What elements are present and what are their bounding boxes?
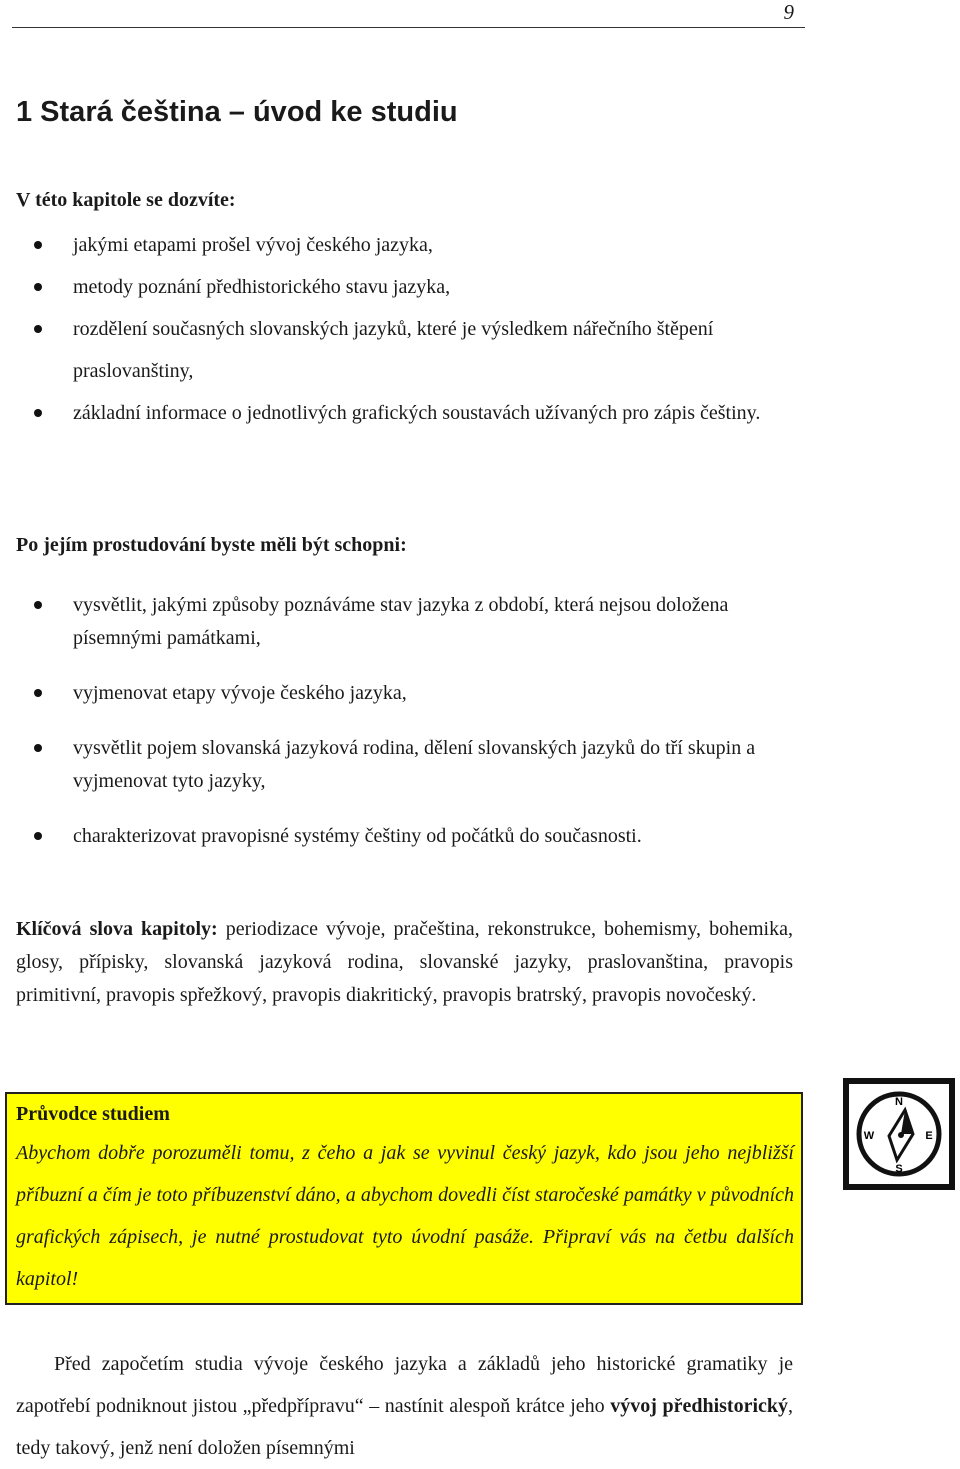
bullet-icon xyxy=(34,241,42,249)
header-rule xyxy=(12,27,805,28)
compass-west-label: W xyxy=(863,1130,875,1142)
list-item xyxy=(0,392,800,434)
keywords-text: periodizace vývoje, pračeština, rekonstrukce, bohemismy, bohemika, glosy, přípisky, slovanská jazyková rodina, slovanské jazyky, praslovanština, pravopis primitivní, pravopis spřežkový, pravopis diakritický, pravopis bratrský, pravopis novočeský. xyxy=(16,918,793,1006)
bullet-icon xyxy=(34,409,42,417)
skills-list xyxy=(0,589,800,875)
bullet-icon xyxy=(34,325,42,333)
compass-graphic xyxy=(849,1084,949,1184)
study-guide-box xyxy=(5,1092,803,1305)
keywords-label: Klíčová slova kapitoly: xyxy=(16,918,218,940)
compass-north-label: N xyxy=(895,1096,903,1108)
list-item-text: metody poznání předhistorického stavu jazyka, xyxy=(73,276,451,298)
list-item xyxy=(0,589,800,655)
study-guide-text: Abychom dobře porozuměli tomu, z čeho a jak se vyvinul český jazyk, kdo jsou jeho nejbližší příbuzní a čím je toto příbuzenství dáno, a abychom dovedli číst staročeské památky v původních grafických zápisech, je nutné prostudovat tyto úvodní pasáže. Připraví vás na četbu dalších kapitol! xyxy=(16,1142,794,1290)
list-item xyxy=(0,224,800,266)
list-item xyxy=(0,732,800,798)
study-guide-title: Průvodce studiem xyxy=(16,1103,170,1125)
keywords-paragraph xyxy=(16,913,793,1012)
list-item xyxy=(0,820,800,853)
chapter-title: 1 Stará čeština – úvod ke studiu xyxy=(16,96,458,128)
list-item-text: vysvětlit pojem slovanská jazyková rodina, dělení slovanských jazyků do tří skupin a vyjmenovat tyto jazyky, xyxy=(73,737,756,792)
bullet-icon xyxy=(34,601,42,609)
page-number: 9 xyxy=(783,0,794,24)
skills-heading: Po jejím prostudování byste měli být schopni: xyxy=(16,534,407,556)
intro-paragraph xyxy=(16,1343,793,1469)
intro-text-2: , tedy takový, jenž není doložen písemnými xyxy=(16,1395,794,1459)
list-item xyxy=(0,266,800,308)
bullet-icon xyxy=(34,689,42,697)
list-item-text: charakterizovat pravopisné systémy češtiny od počátků do současnosti. xyxy=(73,825,642,847)
learn-list xyxy=(0,224,800,434)
compass-icon xyxy=(843,1078,955,1190)
learn-heading: V této kapitole se dozvíte: xyxy=(16,189,236,211)
bullet-icon xyxy=(34,832,42,840)
bullet-icon xyxy=(34,744,42,752)
list-item-text: rozdělení současných slovanských jazyků, které je výsledkem nářečního štěpení praslovanštiny, xyxy=(73,318,714,382)
bullet-icon xyxy=(34,283,42,291)
list-item-text: základní informace o jednotlivých grafických soustavách užívaných pro zápis češtiny. xyxy=(73,402,761,424)
list-item-text: vyjmenovat etapy vývoje českého jazyka, xyxy=(73,682,407,704)
compass-east-label: E xyxy=(925,1130,933,1142)
compass-south-label: S xyxy=(895,1163,903,1175)
intro-text-1: Před započetím studia vývoje českého jazyka a základů jeho historické gramatiky je zapotřebí podniknout jistou „předpřípravu“ – nastínit alespoň krátce jeho xyxy=(16,1353,793,1417)
intro-bold-term: vývoj předhistorický xyxy=(610,1395,789,1417)
list-item xyxy=(0,308,800,392)
list-item-text: vysvětlit, jakými způsoby poznáváme stav jazyka z období, která nejsou doložena písemnými památkami, xyxy=(73,594,729,649)
list-item-text: jakými etapami prošel vývoj českého jazyka, xyxy=(73,234,433,256)
list-item xyxy=(0,677,800,710)
